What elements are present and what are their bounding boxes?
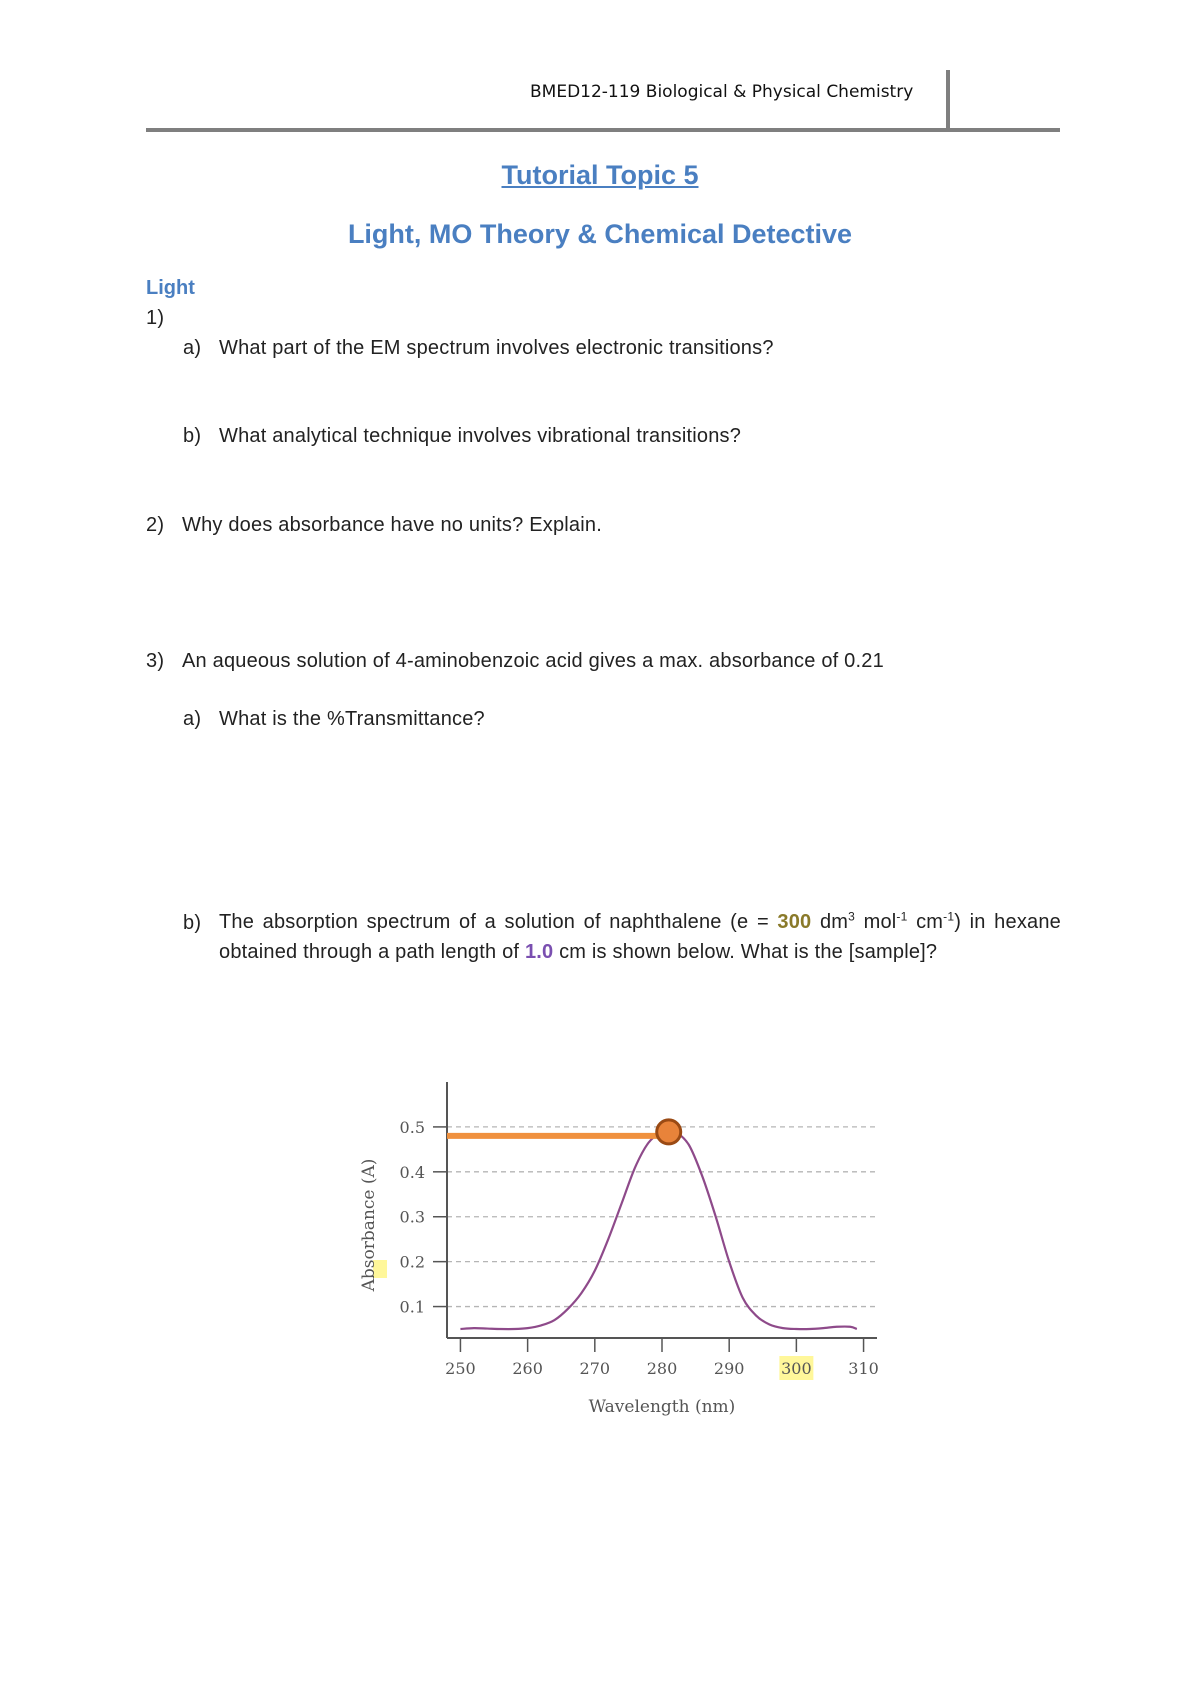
question-2-number: 2) bbox=[146, 514, 165, 536]
question-1a-text: What part of the EM spectrum involves electronic transitions? bbox=[219, 337, 774, 359]
xtick-label-280: 280 bbox=[646, 1359, 678, 1378]
xtick-label-290: 290 bbox=[713, 1359, 745, 1378]
x-ticks bbox=[445, 1338, 879, 1380]
xtick-label-270: 270 bbox=[579, 1359, 611, 1378]
question-3a-label: a) bbox=[183, 708, 202, 730]
question-1b-label: b) bbox=[183, 425, 202, 447]
header-vertical-rule bbox=[946, 70, 950, 130]
xtick-label-260: 260 bbox=[512, 1359, 543, 1378]
y-axis-label: Absorbance (A) bbox=[359, 1158, 379, 1292]
section-heading-light: Light bbox=[146, 277, 195, 299]
xtick-label-310: 310 bbox=[848, 1359, 879, 1378]
question-3-number: 3) bbox=[146, 650, 165, 672]
peak-annotation bbox=[447, 1120, 681, 1144]
page-title: Tutorial Topic 5 bbox=[501, 160, 699, 190]
absorbance-spectrum-chart bbox=[350, 1070, 910, 1430]
y-ticks bbox=[400, 1118, 447, 1317]
epsilon-value: 300 bbox=[777, 911, 812, 933]
path-length-value: 1.0 bbox=[524, 941, 554, 963]
peak-marker bbox=[657, 1120, 681, 1144]
xtick-label-300: 300 bbox=[781, 1359, 812, 1378]
question-3b-text: The absorption spectrum of a solution of naphthalene (e = 300 $dm^3$ mol$^{-1}$ $cm^{-1}$) in hexane obtained through a path length of 1.0 cm is shown below. What is the [sample]? bbox=[219, 909, 1061, 963]
ytick-label-0.5: 0.5 bbox=[399, 1117, 425, 1137]
header-rule bbox=[146, 128, 1060, 132]
question-1b-text: What analytical technique involves vibrational transitions? bbox=[219, 425, 742, 447]
ytick-label-0.4: 0.4 bbox=[399, 1162, 425, 1182]
ytick-label-0.3: 0.3 bbox=[399, 1207, 425, 1227]
question-3-text: An aqueous solution of 4-aminobenzoic acid gives a max. absorbance of 0.21 bbox=[182, 650, 884, 672]
question-3a-text: What is the %Transmittance? bbox=[219, 708, 485, 730]
x-axis-label: Wavelength (nm) bbox=[588, 1397, 736, 1417]
page-subtitle: Light, MO Theory & Chemical Detective bbox=[347, 219, 853, 249]
ytick-label-0.1: 0.1 bbox=[399, 1297, 425, 1317]
series-line-naphthalene bbox=[460, 1130, 856, 1329]
question-3b-label: b) bbox=[183, 912, 202, 934]
question-2-text: Why does absorbance have no units? Explain. bbox=[182, 514, 602, 536]
course-header: BMED12-119 Biological & Physical Chemistry bbox=[530, 82, 914, 102]
grid-lines bbox=[447, 1127, 877, 1307]
ytick-label-0.2: 0.2 bbox=[399, 1252, 425, 1272]
series-layer bbox=[460, 1130, 856, 1329]
question-1-number: 1) bbox=[146, 307, 165, 329]
question-1a-label: a) bbox=[183, 337, 202, 359]
xtick-label-250: 250 bbox=[445, 1359, 476, 1378]
